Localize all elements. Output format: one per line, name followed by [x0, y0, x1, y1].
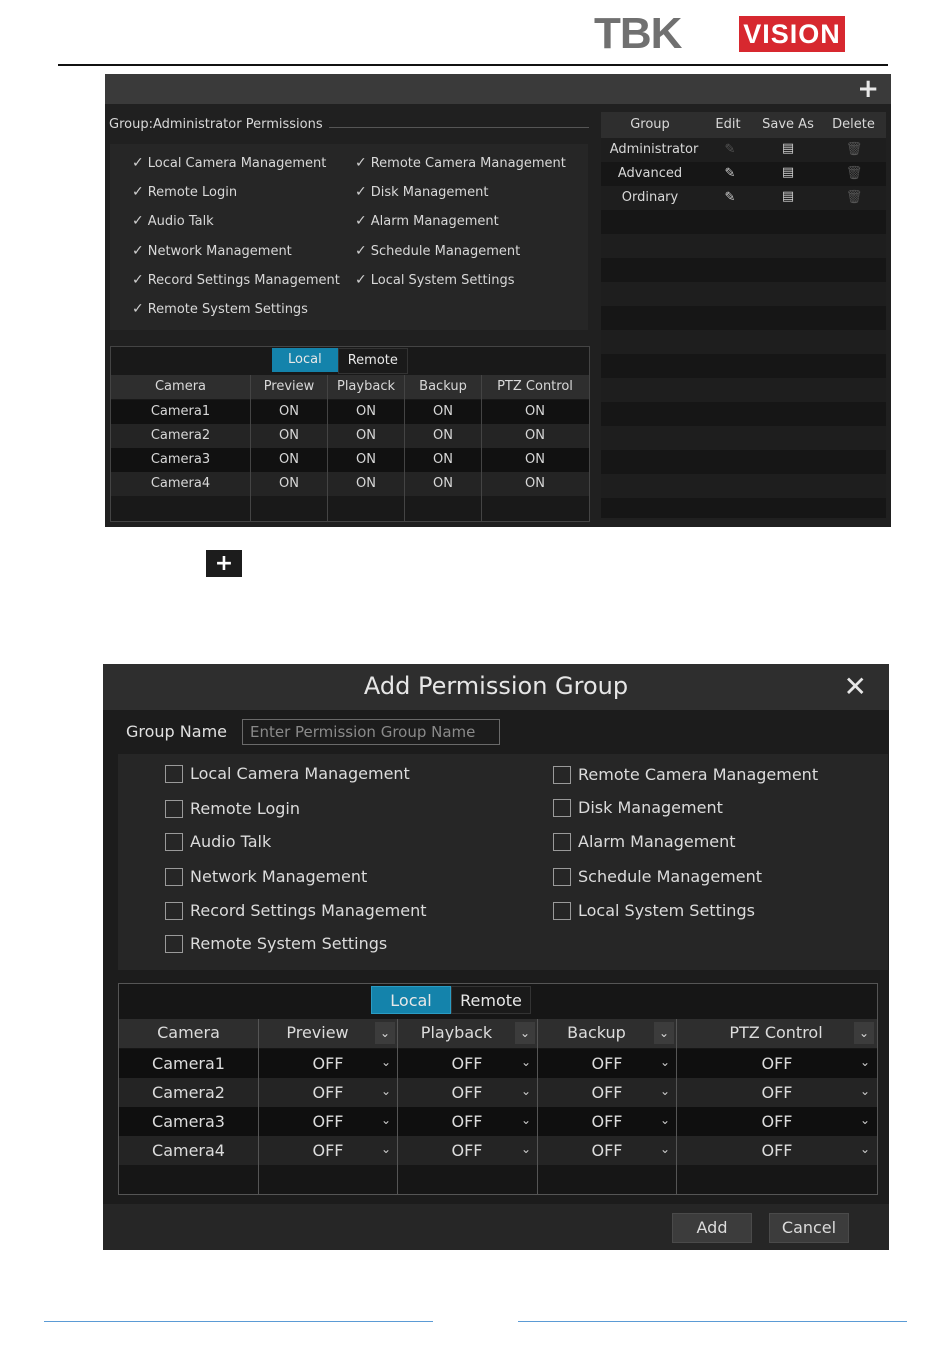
camera-name: Camera4 — [150, 476, 211, 491]
group-name-label: Group Name — [126, 722, 227, 741]
permission-checkbox[interactable]: Remote Login — [165, 799, 300, 818]
empty-row — [601, 378, 886, 402]
check-icon: ✓ — [355, 213, 367, 229]
plus-icon[interactable]: + — [206, 550, 242, 577]
backup-select[interactable]: OFF — [591, 1112, 623, 1131]
check-icon: ✓ — [132, 155, 144, 171]
camera-name: Camera3 — [152, 1112, 225, 1131]
permission-checkbox[interactable]: Network Management — [165, 867, 367, 886]
table-row — [111, 448, 589, 472]
trash-icon[interactable]: 🗑 — [845, 190, 863, 205]
chevron-down-icon[interactable]: ⌄ — [515, 1022, 535, 1044]
table-row — [119, 1107, 877, 1136]
chevron-down-icon[interactable]: ⌄ — [854, 1022, 874, 1044]
edit-icon: ✎ — [724, 142, 736, 157]
group-name-input[interactable] — [242, 719, 500, 745]
ptz-value: ON — [525, 428, 545, 443]
column-header-delete: Delete — [832, 117, 875, 132]
check-icon: ✓ — [355, 155, 367, 171]
preview-value: ON — [279, 476, 299, 491]
edit-icon[interactable]: ✎ — [724, 166, 736, 181]
camera-name: Camera1 — [150, 404, 211, 419]
permission-checkbox[interactable]: Disk Management — [553, 798, 723, 817]
permission-item: ✓ Local System Settings — [355, 272, 515, 288]
ptz-value: ON — [525, 452, 545, 467]
preview-value: ON — [279, 404, 299, 419]
permission-item: ✓ Local Camera Management — [132, 155, 327, 171]
checkbox[interactable] — [553, 766, 571, 784]
group-name: Administrator — [609, 142, 699, 157]
column-divider — [250, 375, 251, 521]
checkbox[interactable] — [553, 868, 571, 886]
column-header-playback: Playback — [336, 379, 395, 394]
chevron-down-icon[interactable]: ⌄ — [520, 1084, 532, 1098]
table-row — [111, 472, 589, 496]
add-button[interactable]: Add — [672, 1213, 752, 1243]
permission-item: ✓ Audio Talk — [132, 213, 214, 229]
permission-checkbox[interactable]: Alarm Management — [553, 832, 736, 851]
column-divider — [258, 1019, 259, 1194]
check-icon: ✓ — [132, 243, 144, 259]
save-icon[interactable]: ▤ — [781, 189, 795, 204]
column-header-ptz: PTZ Control — [497, 379, 573, 394]
cancel-button[interactable]: Cancel — [769, 1213, 849, 1243]
playback-select[interactable]: OFF — [451, 1112, 483, 1131]
column-divider — [537, 1019, 538, 1194]
check-icon: ✓ — [355, 272, 367, 288]
group-name: Ordinary — [621, 190, 679, 205]
empty-row — [601, 282, 886, 306]
tab-local[interactable]: Local — [272, 348, 338, 372]
save-icon[interactable]: ▤ — [781, 165, 795, 180]
playback-value: ON — [356, 476, 376, 491]
checkbox[interactable] — [553, 902, 571, 920]
column-header-save-as: Save As — [762, 117, 814, 132]
column-header-playback: Playback — [420, 1023, 493, 1042]
checkbox[interactable] — [165, 868, 183, 886]
chevron-down-icon[interactable]: ⌄ — [520, 1113, 532, 1127]
ptz-select[interactable]: OFF — [761, 1054, 793, 1073]
backup-select[interactable]: OFF — [591, 1083, 623, 1102]
preview-select[interactable]: OFF — [312, 1141, 344, 1160]
checkbox[interactable] — [165, 800, 183, 818]
group-list — [601, 112, 886, 518]
group-label-divider — [327, 127, 589, 128]
table-row — [119, 1136, 877, 1165]
checkbox[interactable] — [165, 935, 183, 953]
table-header — [111, 375, 589, 399]
plus-icon[interactable]: + — [857, 74, 879, 104]
camera-name: Camera2 — [152, 1083, 225, 1102]
camera-name: Camera2 — [150, 428, 211, 443]
chevron-down-icon[interactable]: ⌄ — [375, 1022, 395, 1044]
footer-rule-right — [518, 1321, 907, 1322]
check-icon: ✓ — [132, 213, 144, 229]
backup-value: ON — [433, 452, 453, 467]
backup-value: ON — [433, 404, 453, 419]
save-icon[interactable]: ▤ — [781, 141, 795, 156]
playback-select[interactable]: OFF — [451, 1054, 483, 1073]
ptz-select[interactable]: OFF — [761, 1083, 793, 1102]
check-icon: ✓ — [132, 272, 144, 288]
trash-icon: 🗑 — [845, 142, 863, 157]
group-name: Advanced — [617, 166, 683, 181]
check-icon: ✓ — [132, 301, 144, 317]
permission-item: ✓ Remote Camera Management — [355, 155, 566, 171]
column-header-preview: Preview — [286, 1023, 349, 1042]
permission-panel — [105, 74, 891, 527]
permission-list — [110, 144, 588, 330]
ptz-value: ON — [525, 404, 545, 419]
chevron-down-icon[interactable]: ⌄ — [659, 1084, 671, 1098]
ptz-select[interactable]: OFF — [761, 1112, 793, 1131]
chevron-down-icon[interactable]: ⌄ — [380, 1084, 392, 1098]
column-header-camera: Camera — [157, 1023, 220, 1042]
column-divider — [327, 375, 328, 521]
add-permission-group-dialog — [103, 664, 889, 1250]
logo-text: TBK — [594, 9, 682, 58]
tab-bar — [371, 986, 531, 1014]
preview-select[interactable]: OFF — [312, 1083, 344, 1102]
permission-item: ✓ Record Settings Management — [132, 272, 340, 288]
permission-checkbox[interactable]: Remote Camera Management — [553, 765, 818, 784]
playback-value: ON — [356, 452, 376, 467]
group-permissions-label: Group:Administrator Permissions — [109, 117, 329, 132]
column-header-backup: Backup — [567, 1023, 626, 1042]
chevron-down-icon[interactable]: ⌄ — [520, 1142, 532, 1156]
column-divider — [676, 1019, 677, 1194]
camera-name: Camera4 — [152, 1141, 225, 1160]
group-list-header — [601, 112, 886, 138]
permission-checkbox[interactable]: Remote System Settings — [165, 934, 387, 953]
chevron-down-icon[interactable]: ⌄ — [659, 1055, 671, 1069]
playback-select[interactable]: OFF — [451, 1083, 483, 1102]
table-row — [111, 424, 589, 448]
ptz-select[interactable]: OFF — [761, 1141, 793, 1160]
group-row[interactable] — [601, 186, 886, 210]
chevron-down-icon[interactable]: ⌄ — [654, 1022, 674, 1044]
chevron-down-icon[interactable]: ⌄ — [520, 1055, 532, 1069]
checkbox[interactable] — [165, 765, 183, 783]
camera-permission-table — [110, 346, 590, 522]
close-icon[interactable]: ✕ — [843, 670, 867, 703]
column-header-edit: Edit — [715, 117, 741, 132]
chevron-down-icon[interactable]: ⌄ — [859, 1113, 871, 1127]
ptz-value: ON — [525, 476, 545, 491]
trash-icon[interactable]: 🗑 — [845, 166, 863, 181]
dialog-title: Add Permission Group — [363, 672, 629, 700]
check-icon: ✓ — [355, 243, 367, 259]
group-row[interactable] — [601, 162, 886, 186]
chevron-down-icon[interactable]: ⌄ — [659, 1142, 671, 1156]
permission-item: ✓ Disk Management — [355, 184, 489, 200]
group-row[interactable] — [601, 138, 886, 162]
column-header-camera: Camera — [154, 379, 207, 394]
playback-select[interactable]: OFF — [451, 1141, 483, 1160]
permission-item: ✓ Schedule Management — [355, 243, 521, 259]
column-header-group: Group — [630, 117, 670, 132]
permission-checklist — [118, 754, 888, 970]
dialog-footer — [103, 1204, 889, 1250]
footer-rule-left — [44, 1321, 433, 1322]
tab-local[interactable]: Local — [371, 986, 451, 1014]
header-divider — [58, 64, 888, 66]
column-header-ptz: PTZ Control — [729, 1023, 823, 1042]
playback-value: ON — [356, 404, 376, 419]
permission-checkbox[interactable]: Audio Talk — [165, 832, 271, 851]
empty-row — [601, 234, 886, 258]
checkbox[interactable] — [165, 833, 183, 851]
tab-remote[interactable]: Remote — [338, 348, 408, 374]
check-icon: ✓ — [355, 184, 367, 200]
preview-select[interactable]: OFF — [312, 1112, 344, 1131]
empty-row — [601, 330, 886, 354]
column-divider — [481, 375, 482, 521]
chevron-down-icon[interactable]: ⌄ — [380, 1055, 392, 1069]
permission-checkbox[interactable]: Local Camera Management — [165, 764, 410, 783]
tab-remote[interactable]: Remote — [451, 986, 531, 1014]
chevron-down-icon[interactable]: ⌄ — [859, 1142, 871, 1156]
table-row — [111, 400, 589, 424]
backup-select[interactable]: OFF — [591, 1141, 623, 1160]
preview-value: ON — [279, 452, 299, 467]
preview-select[interactable]: OFF — [312, 1054, 344, 1073]
playback-value: ON — [356, 428, 376, 443]
permission-item: ✓ Network Management — [132, 243, 292, 259]
table-row — [119, 1078, 877, 1107]
camera-name: Camera3 — [150, 452, 211, 467]
check-icon: ✓ — [132, 184, 144, 200]
chevron-down-icon[interactable]: ⌄ — [859, 1084, 871, 1098]
permission-item: ✓ Remote Login — [132, 184, 238, 200]
checkbox[interactable] — [165, 902, 183, 920]
table-header — [119, 1019, 877, 1048]
column-divider — [397, 1019, 398, 1194]
backup-value: ON — [433, 428, 453, 443]
checkbox[interactable] — [553, 833, 571, 851]
chevron-down-icon[interactable]: ⌄ — [380, 1113, 392, 1127]
chevron-down-icon[interactable]: ⌄ — [659, 1113, 671, 1127]
edit-icon[interactable]: ✎ — [724, 190, 736, 205]
empty-row — [601, 426, 886, 450]
column-header-preview: Preview — [263, 379, 315, 394]
column-header-backup: Backup — [419, 379, 467, 394]
chevron-down-icon[interactable]: ⌄ — [859, 1055, 871, 1069]
permission-checkbox[interactable]: Local System Settings — [553, 901, 755, 920]
camera-name: Camera1 — [152, 1054, 225, 1073]
permission-item: ✓ Alarm Management — [355, 213, 499, 229]
dialog-titlebar — [103, 664, 889, 710]
empty-row — [601, 474, 886, 498]
permission-checkbox[interactable]: Schedule Management — [553, 867, 762, 886]
panel-toolbar — [105, 74, 891, 104]
backup-value: ON — [433, 476, 453, 491]
tbk-vision-logo — [594, 9, 846, 58]
tab-bar — [272, 348, 408, 372]
chevron-down-icon[interactable]: ⌄ — [380, 1142, 392, 1156]
camera-permission-table — [118, 983, 878, 1195]
preview-value: ON — [279, 428, 299, 443]
logo-badge: VISION — [739, 16, 845, 52]
column-divider — [404, 375, 405, 521]
backup-select[interactable]: OFF — [591, 1054, 623, 1073]
checkbox[interactable] — [553, 799, 571, 817]
table-row — [119, 1049, 877, 1078]
permission-item: ✓ Remote System Settings — [132, 301, 308, 317]
permission-checkbox[interactable]: Record Settings Management — [165, 901, 426, 920]
